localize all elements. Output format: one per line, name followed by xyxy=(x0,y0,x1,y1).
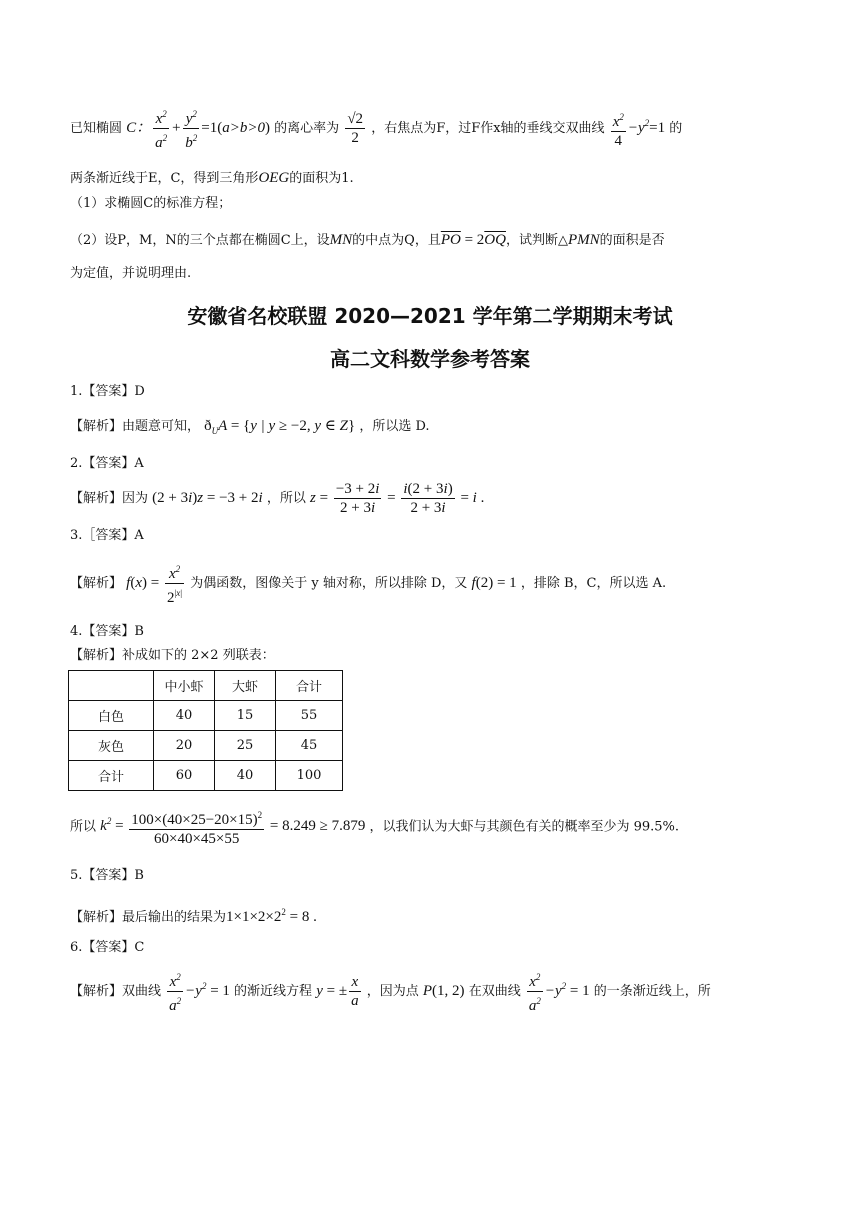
table-row xyxy=(69,701,343,731)
triangle-pmn: PMN xyxy=(567,232,600,248)
answer-4-k-squared: 所以 $k^2$ = $\frac{100\times(40\times 25-20\times 15)^2}{60\times 40\times 45\times 55}$ = 8.249 ≥ 7.879 ，以我们认为大虾与其颜色有关的概率至少为 99.5%. xyxy=(70,806,800,852)
answer-5: 5.【答案】B xyxy=(70,868,144,883)
table-cell: 55 xyxy=(276,701,343,731)
output-result: $1\times 1\times 2\times 2^2 = 8$ . xyxy=(226,907,317,925)
answer-2: 2.【答案】A xyxy=(70,456,144,471)
answer-6: 6.【答案】C xyxy=(70,940,145,955)
table-cell: 合计 xyxy=(276,671,343,701)
hyperbola-equation: $\frac{x^2}{4}$ $-y^2=1$ xyxy=(609,120,665,136)
exam-title: 安徽省名校联盟 2020—2021 学年第二学期期末考试 xyxy=(187,304,673,328)
contingency-table xyxy=(68,670,343,791)
question-2-cont: 为定值，并说明理由. xyxy=(70,266,192,281)
chi-square-formula: $k^2$ = $\frac{100\times(40\times 25-20\times 15)^2}{60\times 40\times 45\times 55}$ = 8.249 ≥ 7.879 xyxy=(100,818,365,834)
table-cell xyxy=(69,671,154,701)
answer-1: 1.【答案】D xyxy=(70,384,145,399)
hyperbola-a: $\frac{x^2}{a^2}$ $-y^2 = 1$ xyxy=(165,983,230,999)
problem-line-2: 两条渐近线于E，C，得到三角形OEG的面积为1. xyxy=(70,170,354,186)
function-value: f(2) = 1 xyxy=(471,574,517,591)
table-row xyxy=(69,731,343,761)
table-cell: 20 xyxy=(154,731,215,761)
answer-1-explanation: 【解析】由题意可知， $ð_UA = \{y$ | y ≥ −2, y ∈ Z} ，所以选 D. xyxy=(70,418,430,436)
complement-set: $ð_UA = \{y$ | y ≥ −2, y ∈ Z} xyxy=(204,418,356,436)
function-definition: f(x) = $\frac{x^2}{2^{|x|}}$ xyxy=(126,575,186,591)
table-cell: 40 xyxy=(215,761,276,791)
asymptote-equation: y = ± $\frac{x}{a}$ xyxy=(316,974,359,1009)
answer-3: 3.［答案】A xyxy=(70,528,144,543)
table-header-row xyxy=(69,671,343,701)
question-1: （1）求椭圆C的标准方程； xyxy=(70,196,232,211)
table-cell: 45 xyxy=(276,731,343,761)
table-row xyxy=(69,761,343,791)
complex-equation: (2 + 3i)z = −3 + 2i xyxy=(152,489,263,506)
ellipse-equation: C： $\frac{x^2}{a^2}$ + $\frac{y^2}{b^2}$ =1(a>b>0) xyxy=(126,120,270,136)
vector-relation: $\overline{PO} = 2\overline{OQ}$ xyxy=(440,232,506,248)
table-cell: 大虾 xyxy=(215,671,276,701)
table-cell: 40 xyxy=(154,701,215,731)
table-cell: 25 xyxy=(215,731,276,761)
answer-3-explanation: 【解析】 f(x) = $\frac{x^2}{2^{|x|}}$ 为偶函数，图像关于 y 轴对称，所以排除 D，又 f(2) = 1 ，排除 B，C，所以选 A. xyxy=(70,560,800,604)
question-2: （2）设P，M，N的三个点都在椭圆C上，设MN的中点为Q，且$\overline{PO} = 2\overline{OQ}$，试判断△PMN的面积是否 xyxy=(70,232,665,248)
table-cell: 100 xyxy=(276,761,343,791)
table-cell: 中小虾 xyxy=(154,671,215,701)
table-cell: 灰色 xyxy=(69,731,154,761)
answer-2-explanation: 【解析】因为 (2 + 3i)z = −3 + 2i ，所以 z = $\frac{-3 + 2i}{2 + 3i}$ = $\frac{i(2 + 3i)}{2 + 3i}$ = i . xyxy=(70,481,485,516)
complex-solution: z = $\frac{-3 + 2i}{2 + 3i}$ = $\frac{i(2 + 3i)}{2 + 3i}$ = i . xyxy=(310,481,485,516)
answer-subtitle: 高二文科数学参考答案 xyxy=(330,347,530,371)
segment-mn: MN xyxy=(329,232,353,248)
table-cell: 60 xyxy=(154,761,215,791)
eccentricity-value: $\frac{√2}{2}$ xyxy=(347,110,364,146)
answer-4: 4.【答案】B xyxy=(70,624,144,639)
table-cell: 白色 xyxy=(69,701,154,731)
table-cell: 15 xyxy=(215,701,276,731)
table-cell: 合计 xyxy=(69,761,154,791)
triangle-oeg: OEG xyxy=(258,170,290,186)
hyperbola-a-repeat: $\frac{x^2}{a^2}$ $-y^2 = 1$ xyxy=(525,983,590,999)
answer-5-explanation: 【解析】最后输出的结果为$1\times 1\times 2\times 2^2 = 8$ . xyxy=(70,907,317,925)
problem-line-1: 已知椭圆 C： $\frac{x^2}{a^2}$ + $\frac{y^2}{b^2}$ =1(a>b>0) 的离心率为 $\frac{√2}{2}$ ，右焦点为F，过F作x轴的垂线交双曲线 $\frac{x^2}{4}$ $-y^2=1$ 的 xyxy=(70,105,800,155)
answer-4-explanation: 【解析】补成如下的 2×2 列联表： xyxy=(70,648,275,663)
answer-6-explanation: 【解析】双曲线 $\frac{x^2}{a^2}$ $-y^2 = 1$ 的渐近线方程 y = ± $\frac{x}{a}$ ，因为点 P(1, 2) 在双曲线 $\frac{x^2}{a^2}$ $-y^2 = 1$ 的一条渐近线上，所 xyxy=(70,968,800,1014)
point-p: P(1, 2) xyxy=(422,982,465,999)
